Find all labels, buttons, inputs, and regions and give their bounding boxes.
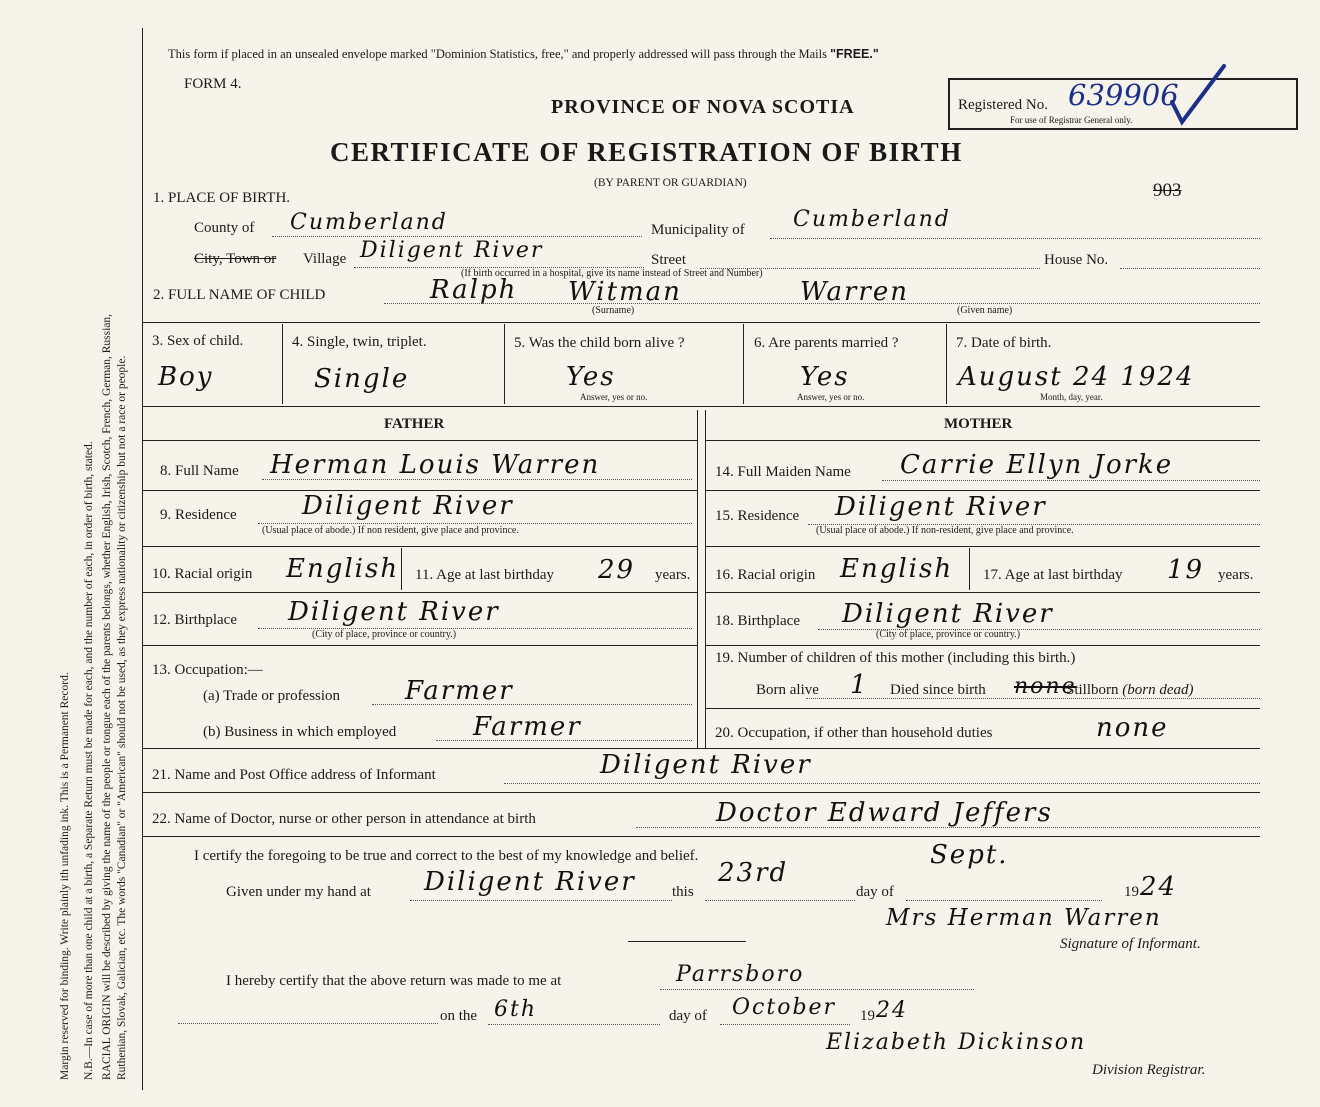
child-surname-value: Ralph (430, 275, 518, 305)
dob-label: 7. Date of birth. (956, 335, 1052, 351)
sex-value: Boy (158, 362, 214, 392)
registrar-place-value: Parrsboro (676, 962, 805, 987)
plurality-label: 4. Single, twin, triplet. (292, 334, 427, 350)
father-birthplace-value: Diligent River (288, 597, 500, 627)
municipality-value: Cumberland (793, 207, 951, 232)
parents-married-label: 6. Are parents married ? (754, 335, 899, 351)
father-business-label: (b) Business in which employed (203, 724, 397, 740)
married-answer-note: Answer, yes or no. (797, 392, 865, 402)
father-race-value: English (286, 554, 400, 584)
registrar-note: For use of Registrar General only. (1010, 115, 1133, 125)
sex-label: 3. Sex of child. (152, 333, 244, 349)
registered-no-value: 639906 (1068, 78, 1179, 112)
county-label: County of (194, 220, 255, 236)
given-place-value: Diligent River (424, 867, 636, 897)
father-trade-value: Farmer (405, 676, 514, 706)
dob-value: August 24 1924 (958, 362, 1195, 392)
plurality-value: Single (314, 364, 410, 394)
died-since-birth-value: none (1014, 674, 1077, 699)
father-age-label: 11. Age at last birthday (415, 567, 554, 583)
mother-name-label: 14. Full Maiden Name (715, 464, 851, 480)
born-alive-label: 5. Was the child born alive ? (514, 335, 685, 351)
division-registrar-label: Division Registrar. (1092, 1062, 1206, 1078)
child-middle-value: Witman (568, 277, 682, 307)
form-left-border (142, 28, 143, 1090)
registered-no-label: Registered No. (958, 97, 1048, 113)
informant-signature: Mrs Herman Warren (886, 905, 1162, 931)
registrar-day-value: 6th (494, 997, 538, 1022)
father-name-label: 8. Full Name (160, 463, 239, 479)
informant-value: Diligent River (600, 750, 812, 780)
mother-heading: MOTHER (944, 416, 1013, 432)
father-trade-label: (a) Trade or profession (203, 688, 341, 704)
father-heading: FATHER (384, 416, 445, 432)
mother-residence-label: 15. Residence (715, 508, 800, 524)
certificate-subtitle: (BY PARENT OR GUARDIAN) (594, 177, 747, 189)
village-label: Village (303, 251, 347, 267)
informant-label: 21. Name and Post Office address of Informant (152, 767, 436, 783)
county-value: Cumberland (290, 210, 448, 235)
given-name-note: (Given name) (957, 305, 1013, 316)
mother-age-value: 19 (1167, 555, 1205, 585)
registrar-month-value: October (732, 995, 837, 1020)
father-residence-note: (Usual place of abode.) If non resident, give place and province. (262, 525, 519, 536)
form-number: FORM 4. (184, 76, 242, 92)
born-alive-value: Yes (566, 362, 616, 392)
born-alive-count-label: Born alive (756, 682, 819, 698)
house-no-label: House No. (1044, 252, 1109, 268)
registrar-on-the-label: on the (440, 1008, 478, 1024)
died-since-birth-label: Died since birth (890, 682, 986, 698)
mail-notice: This form if placed in an unsealed envelope marked "Dominion Statistics, free," and properly addressed will pass through the Mails "FREE." (168, 47, 879, 61)
mother-race-label: 16. Racial origin (715, 567, 816, 583)
street-label: Street (651, 252, 686, 268)
father-residence-value: Diligent River (302, 491, 514, 521)
mother-birthplace-note: (City of place, province or country.) (876, 629, 1021, 640)
mother-name-value: Carrie Ellyn Jorke (900, 450, 1174, 480)
certify-day-of-label: day of (856, 884, 894, 900)
given-under-label: Given under my hand at (226, 884, 371, 900)
mother-children-label: 19. Number of children of this mother (including this birth.) (715, 650, 1076, 666)
mother-residence-note: (Usual place of abode.) If non-resident, give place and province. (816, 525, 1074, 536)
father-residence-label: 9. Residence (160, 507, 237, 523)
mother-occupation-value: none (1096, 713, 1169, 743)
province-heading: PROVINCE OF NOVA SCOTIA (551, 96, 855, 118)
certify-statement: I certify the foregoing to be true and correct to the best of my knowledge and belief. (194, 848, 699, 864)
registrar-statement: I hereby certify that the above return was made to me at (226, 973, 562, 989)
certify-month-value: Sept. (930, 840, 1009, 870)
municipality-label: Municipality of (651, 222, 745, 238)
father-business-value: Farmer (473, 712, 582, 742)
margin-racial-note-1: RACIAL ORIGIN will be described by giving the name of the people or tongue each of the parents belongs, whether English, Irish, Scotch, French, German, Russian, (101, 313, 113, 1080)
child-name-label: 2. FULL NAME OF CHILD (153, 287, 326, 303)
father-age-value: 29 (598, 555, 636, 585)
informant-signature-label: Signature of Informant. (1060, 936, 1201, 952)
alive-answer-note: Answer, yes or no. (580, 392, 648, 402)
margin-binding-note: Margin reserved for binding. Write plainly ith unfading ink. This is a Permanent Record. (59, 672, 71, 1080)
mother-birthplace-label: 18. Birthplace (715, 613, 800, 629)
doctor-value: Doctor Edward Jeffers (716, 798, 1053, 828)
born-alive-count-value: 1 (850, 670, 869, 700)
certificate-title: CERTIFICATE OF REGISTRATION OF BIRTH (330, 137, 963, 167)
registrar-signature: Elizabeth Dickinson (826, 1030, 1087, 1055)
father-years-label: years. (655, 567, 691, 583)
certify-year-value: 24 (1140, 872, 1178, 902)
father-occupation-label: 13. Occupation:— (152, 662, 263, 678)
father-race-label: 10. Racial origin (152, 566, 253, 582)
stillborn-label: Stillborn (born dead) (1066, 682, 1194, 698)
surname-note: (Surname) (592, 305, 635, 316)
mother-years-label: years. (1218, 567, 1254, 583)
mother-birthplace-value: Diligent River (842, 599, 1054, 629)
child-given-value: Warren (800, 277, 909, 307)
registrar-year-prefix: 19 (860, 1008, 875, 1024)
registrar-year-value: 24 (876, 998, 908, 1023)
dob-note: Month, day, year. (1040, 392, 1103, 402)
mother-residence-value: Diligent River (835, 492, 1047, 522)
village-value: Diligent River (360, 238, 544, 263)
doctor-label: 22. Name of Doctor, nurse or other person in attendance at birth (152, 811, 536, 827)
hospital-note: (If birth occurred in a hospital, give its name instead of Street and Number) (461, 268, 763, 279)
stamp-number: 903 (1153, 180, 1182, 201)
place-of-birth-label: 1. PLACE OF BIRTH. (153, 190, 291, 206)
certify-year-prefix: 19 (1124, 884, 1139, 900)
city-town-strike: City, Town or (194, 251, 277, 267)
check-mark-icon (1168, 62, 1228, 132)
father-name-value: Herman Louis Warren (270, 450, 601, 480)
father-birthplace-note: (City of place, province or country.) (312, 629, 457, 640)
father-birthplace-label: 12. Birthplace (152, 612, 237, 628)
mother-race-value: English (840, 554, 954, 584)
parents-married-value: Yes (800, 362, 850, 392)
margin-nb-note: N.B.—In case of more than one child at a birth, a Separate Return must be made for each, and the number of each, in order of birth, stated. (83, 441, 95, 1080)
registrar-day-of-label: day of (669, 1008, 707, 1024)
mother-occupation-label: 20. Occupation, if other than household duties (715, 725, 993, 741)
certify-day-value: 23rd (718, 858, 789, 888)
mother-age-label: 17. Age at last birthday (983, 567, 1123, 583)
margin-racial-note-2: Ruthenian, Slovak, Galician, etc. The words "Canadian" or "American" should not be used, as they express nationality or citizenship but not a race or people. (116, 355, 128, 1080)
this-label: this (672, 884, 694, 900)
